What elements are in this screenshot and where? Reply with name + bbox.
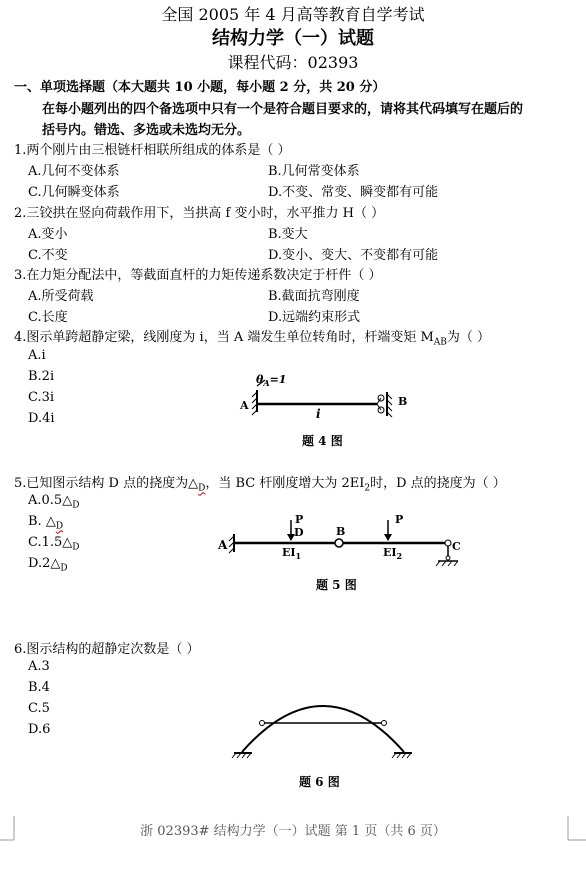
figure-5-label-ei1: $EI_1$ — [282, 546, 302, 562]
page-footer: 浙 02393# 结构力学（一）试题 第 1 页（共 6 页） — [140, 824, 446, 839]
question-4-stem: 4.图示单跨超静定梁，线刚度为 i，当 A 端发生单位转角时，杆端变矩 $M_{AB}$为（ ） — [14, 330, 491, 348]
figure-5-label-b: B — [336, 525, 346, 538]
figure-6-caption: 题 6 图 — [299, 775, 340, 789]
exam-header: 全国 2005 年 4 月高等教育自学考试 — [161, 5, 425, 24]
question-6-option-c: C.5 — [28, 701, 50, 716]
figure-4-caption: 题 4 图 — [302, 434, 343, 448]
section-instruction-1: 在每小题列出的四个备选项中只有一个是符合题目要求的，请将其代码填写在题后的 — [42, 102, 524, 117]
figure-5-beam-diagram — [222, 510, 472, 570]
question-6-option-a: A.3 — [28, 659, 50, 674]
figure-5-label-p2: P — [395, 513, 404, 526]
question-4-option-c: C.3i — [28, 390, 55, 405]
question-3-option-c: C.长度 — [28, 310, 68, 325]
figure-5-label-p1: P — [295, 513, 304, 526]
exam-title: 结构力学（一）试题 — [212, 28, 374, 49]
question-2-option-c: C.不变 — [28, 248, 68, 263]
question-5-option-c: $C.1.5\triangle_D$ — [28, 535, 80, 553]
figure-5-caption: 题 5 图 — [316, 578, 357, 592]
question-5-stem: 5.已知图示结构 D 点的挠度为$\triangle_D$，当 BC 杆刚度增大为 $2EI_2$时，D 点的挠度为（ ） — [14, 476, 506, 494]
question-1-option-b: B.几何常变体系 — [268, 164, 360, 179]
question-3-option-d: D.远端约束形式 — [268, 310, 361, 325]
figure-6-arch-diagram — [228, 680, 418, 765]
question-5-option-b: B. $\triangle_D$ — [28, 514, 64, 532]
question-3-stem: 3.在力矩分配法中，等截面直杆的力矩传递系数决定于杆件（ ） — [14, 268, 382, 283]
course-code: 课程代码：02393 — [227, 53, 359, 72]
question-2-stem: 2.三铰拱在竖向荷载作用下，当拱高 f 变小时，水平推力 H（ ） — [14, 206, 385, 221]
figure-5-label-ei2: $EI_2$ — [383, 546, 403, 562]
question-4-option-a: A.i — [28, 348, 46, 363]
question-4-option-d: D.4i — [28, 411, 55, 426]
question-6-option-d: D.6 — [28, 722, 51, 737]
question-1-option-d: D.不变、常变、瞬变都有可能 — [268, 185, 439, 200]
question-5-option-d: $D.2\triangle_D$ — [28, 556, 68, 574]
figure-4-label-i: i — [316, 407, 321, 421]
question-6-option-b: B.4 — [28, 680, 50, 695]
figure-4-theta-label: $\theta_A=1$ — [256, 373, 287, 389]
figure-5-label-d: D — [294, 526, 304, 539]
question-2-option-d: D.变小、变大、不变都有可能 — [268, 248, 439, 263]
question-1-stem: 1.两个刚片由三根链杆相联所组成的体系是（ ） — [14, 143, 291, 158]
figure-4-label-a: A — [240, 399, 249, 412]
question-1-option-a: A.几何不变体系 — [28, 164, 120, 179]
figure-5-label-c: C — [452, 540, 461, 553]
question-3-option-b: B.截面抗弯刚度 — [268, 289, 360, 304]
question-5-option-a: $A.0.5\triangle_D$ — [28, 493, 80, 511]
figure-5-label-a: A — [218, 538, 228, 552]
question-6-stem: 6.图示结构的超静定次数是（ ） — [14, 642, 200, 657]
question-4-option-b: B.2i — [28, 369, 55, 384]
question-2-option-a: A.变小 — [28, 227, 68, 242]
question-2-option-b: B.变大 — [268, 227, 308, 242]
question-1-option-c: C.几何瞬变体系 — [28, 185, 120, 200]
figure-4-label-b: B — [398, 395, 408, 408]
section-instruction-2: 括号内。错选、多选或未选均无分。 — [42, 123, 251, 138]
section-title: 一、单项选择题（本大题共 10 小题，每小题 2 分，共 20 分） — [14, 80, 386, 95]
question-3-option-a: A.所受荷载 — [28, 289, 94, 304]
